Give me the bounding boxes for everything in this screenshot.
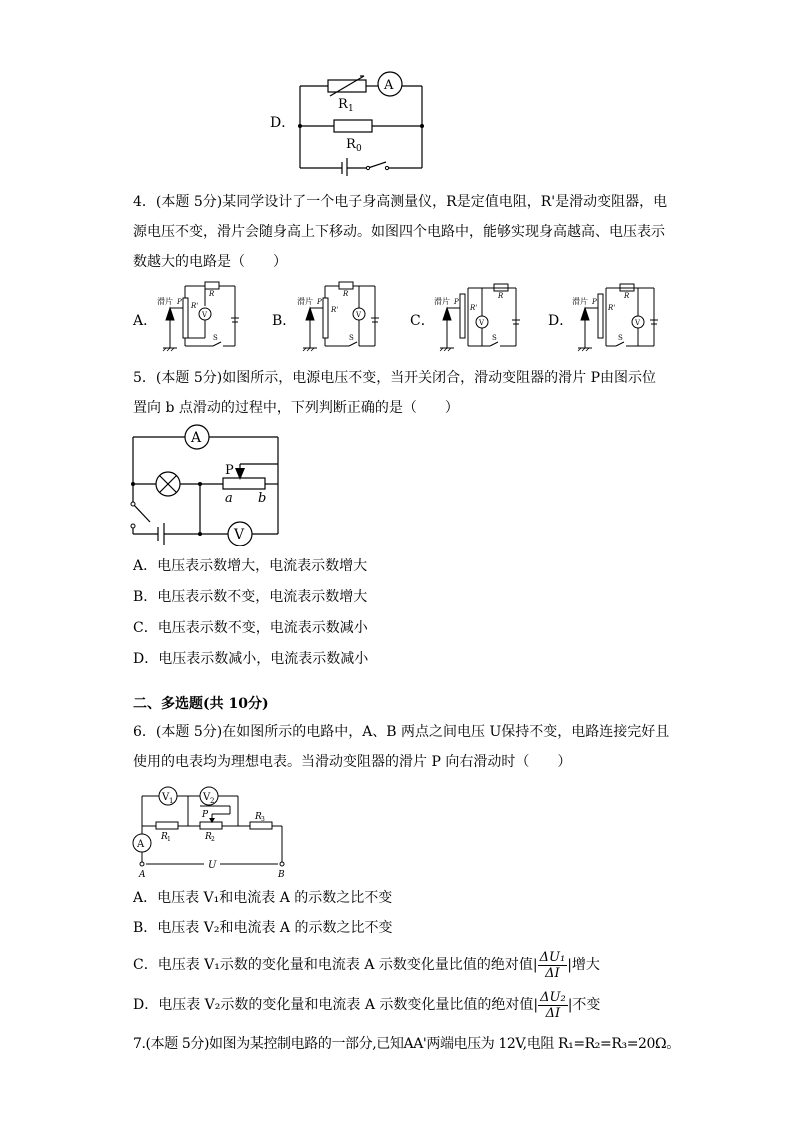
- q4a-s: S: [213, 334, 218, 342]
- q5-circuit: [128, 424, 288, 546]
- q6-option-d: [133, 988, 600, 1022]
- q5-option-d: D．电压表示数减小，电流表示数减小: [133, 651, 369, 667]
- q6-v2-label: V: [203, 792, 211, 803]
- q5-ammeter-label: A: [191, 430, 202, 446]
- q4b-rp: R': [331, 306, 339, 314]
- q6-option-c-text: C．电压表 V₁示数的变化量和电流表 A 示数变化量比值的绝对值|: [133, 957, 538, 973]
- q6-point-b: B: [278, 870, 285, 880]
- q6-v1-sub: 1: [169, 797, 174, 805]
- q3-ammeter-label: A: [384, 78, 394, 93]
- q4c-slider: 滑片: [434, 297, 450, 306]
- q4-text-line1: 4．(本题 5分)某同学设计了一个电子身高测量仪，R是定值电阻，R'是滑动变阻器，电: [133, 194, 668, 210]
- q6-r2-label: R: [205, 832, 212, 842]
- q4a-v: V: [202, 311, 208, 319]
- q4b-s: S: [349, 334, 354, 342]
- q4-option-c-label: C．: [410, 313, 435, 329]
- q6-option-c: [133, 948, 600, 982]
- q4d-s: S: [618, 334, 623, 342]
- q4d-p: P: [592, 298, 597, 306]
- q4b-v: V: [356, 311, 362, 319]
- q4a-rp: R': [191, 302, 199, 310]
- q5-point-b: b: [258, 491, 267, 506]
- q4a-p: P: [177, 298, 182, 306]
- q6-option-d-numerator: ΔU₂: [540, 989, 566, 1005]
- q4a-slider: 滑片: [157, 297, 173, 306]
- q6-option-d-text: D．电压表 V₂示数的变化量和电流表 A 示数变化量比值的绝对值|: [133, 997, 539, 1013]
- q4b-slider: 滑片: [297, 297, 313, 306]
- q6-voltage-label: U: [208, 860, 217, 871]
- q5-text-line2: 置向 b 点滑动的过程中，下列判断正确的是（ ）: [133, 400, 459, 416]
- q6-circuit: [130, 784, 290, 880]
- q3-circuit-d: [290, 66, 430, 176]
- q4b-r: R: [343, 290, 349, 298]
- q4c-s: S: [492, 334, 497, 342]
- q6-r1-sub: 1: [167, 836, 171, 843]
- q6-ammeter-label: A: [137, 839, 145, 850]
- q6-text-line1: 6．(本题 5分)在如图所示的电路中，A、B 两点之间电压 U保持不变，电路连接完好且: [133, 724, 670, 740]
- q4-circuit-c: [432, 280, 528, 356]
- q4b-p: P: [317, 298, 322, 306]
- q4d-v: V: [635, 319, 641, 327]
- q5-option-b: B．电压表示数不变，电流表示数增大: [133, 589, 368, 605]
- q6-wiper-label: P: [202, 810, 209, 820]
- q4-option-d-label: D．: [548, 313, 574, 329]
- q4a-r: R: [209, 290, 215, 298]
- q4-option-b-label: B．: [272, 313, 297, 329]
- q6-option-a: A．电压表 V₁和电流表 A 的示数之比不变: [133, 890, 393, 906]
- q6-option-c-tail: |增大: [567, 957, 600, 973]
- q6-option-b: B．电压表 V₂和电流表 A 的示数之比不变: [133, 920, 393, 936]
- q4-circuit-b: [295, 280, 385, 356]
- q6-point-a: A: [139, 870, 146, 880]
- q5-option-c: C．电压表示数不变，电流表示数减小: [133, 620, 368, 636]
- q6-option-d-denominator: ΔI: [545, 1005, 561, 1021]
- q6-option-c-fraction: [538, 950, 568, 981]
- q7-text-line1: 7.(本题 5分)如图为某控制电路的一部分,已知AA'两端电压为 12V,电阻 R₁=R₂=R₃=20Ω。: [133, 1036, 680, 1052]
- q6-v1-label: V: [162, 792, 170, 803]
- q6-option-d-fraction: [538, 990, 568, 1021]
- q5-voltmeter-label: V: [234, 527, 245, 543]
- q4-text-line3: 数越大的电路是（ ）: [133, 254, 287, 270]
- q3-r1-label: R: [338, 97, 348, 112]
- q4c-r: R: [498, 292, 504, 300]
- q3-r0-label: R: [346, 137, 356, 152]
- q4-option-a-label: A．: [133, 313, 158, 329]
- q4c-rp: R': [470, 304, 478, 312]
- q4c-v: V: [479, 319, 485, 327]
- q5-text-line1: 5．(本题 5分)如图所示，电源电压不变，当开关闭合，滑动变阻器的滑片 P由图示位: [133, 370, 657, 386]
- q6-r2-sub: 2: [211, 836, 215, 843]
- q5-wiper-label: P: [225, 463, 234, 478]
- q6-r3-sub: 3: [261, 816, 265, 823]
- q4d-rp: R': [608, 304, 616, 312]
- q6-r3-label: R: [255, 812, 262, 822]
- q6-v2-sub: 2: [210, 797, 215, 805]
- q6-text-line2: 使用的电表均为理想电表。当滑动变阻器的滑片 P 向右滑动时（ ）: [133, 754, 572, 770]
- q3-r0-sub: 0: [356, 144, 362, 154]
- q3-option-d-label: D．: [270, 115, 296, 131]
- q5-option-a: A．电压表示数增大，电流表示数增大: [133, 558, 368, 574]
- q4-circuit-a: [155, 280, 245, 356]
- q6-r1-label: R: [161, 832, 168, 842]
- q3-r1-sub: 1: [348, 104, 354, 114]
- q6-option-d-tail: |不变: [567, 997, 601, 1013]
- q6-option-c-numerator: ΔU₁: [539, 949, 566, 965]
- q5-point-a: a: [225, 491, 233, 506]
- q4-circuit-d: [570, 280, 666, 356]
- section-title-multiple-choice: 二、多选题(共 10分): [133, 696, 269, 712]
- q4d-slider: 滑片: [572, 297, 588, 306]
- q6-option-c-denominator: ΔI: [545, 965, 560, 981]
- q4c-p: P: [454, 298, 459, 306]
- q4d-r: R: [624, 292, 630, 300]
- q4-text-line2: 源电压不变，滑片会随身高上下移动。如图四个电路中，能够实现身高越高、电压表示: [133, 224, 665, 240]
